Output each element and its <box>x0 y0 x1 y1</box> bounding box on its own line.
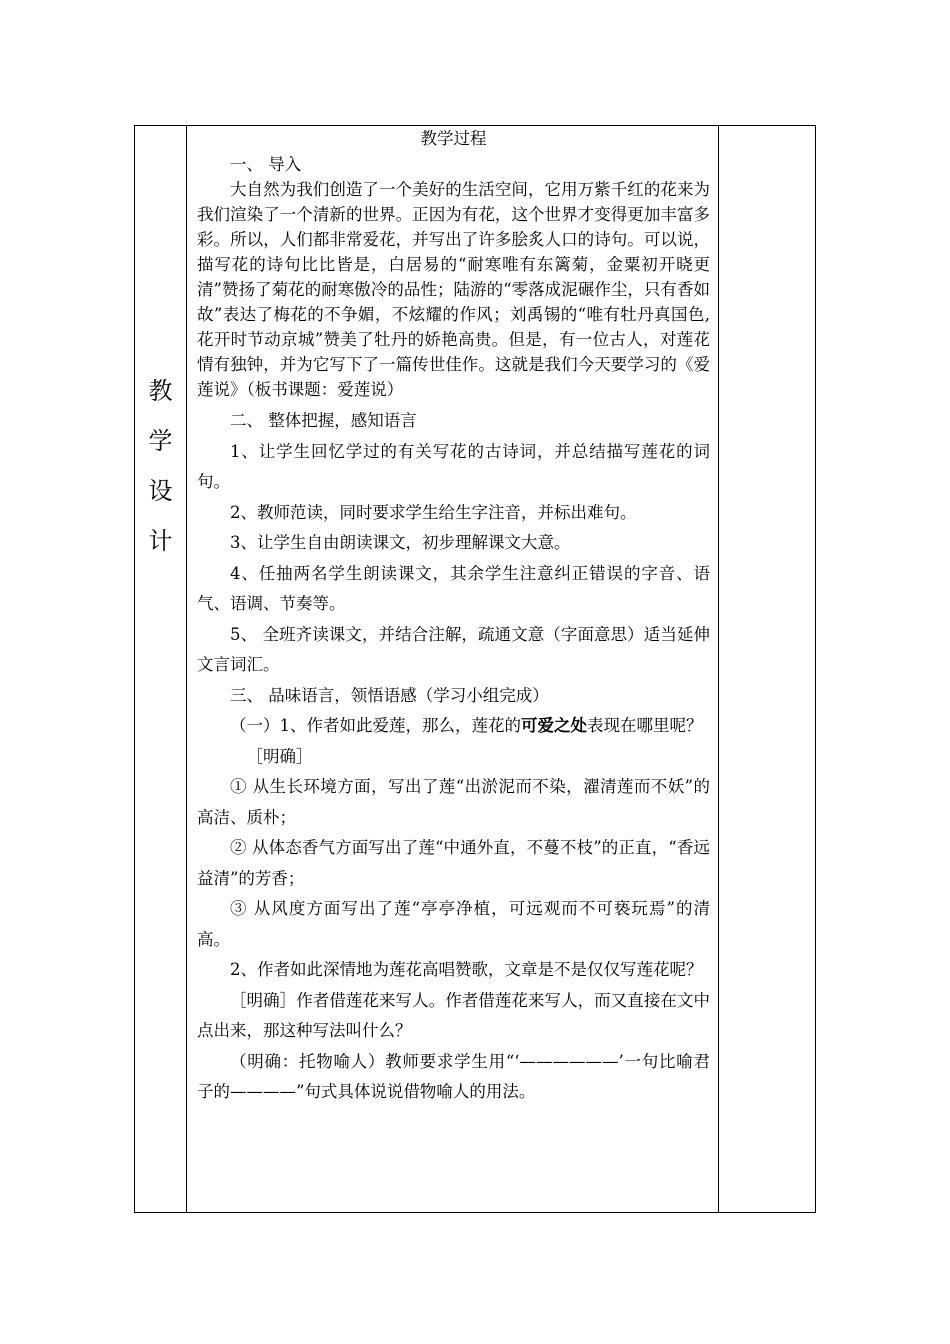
side-label-char: 计 <box>148 527 173 555</box>
section-2-item: 5、 全班齐读课文，并结合注解，疏通文意（字面意思）适当延伸文言词汇。 <box>197 624 710 674</box>
question-1-text-a: （一）1、作者如此爱莲，那么，莲花的 <box>230 716 521 735</box>
answer-point: ① 从生长环境方面，写出了莲“出淤泥而不染，濯清莲而不妖”的高洁、质朴； <box>197 777 710 827</box>
section-1-title: 一、 导入 <box>230 155 302 174</box>
answer-label: ［明确］ <box>246 746 313 766</box>
answer-2: ［明确］作者借莲花来写人。作者借莲花来写人，而又直接在文中点出来，那这种写法叫什么？ <box>197 990 710 1040</box>
question-1-emphasis: 可爱之处 <box>521 716 587 735</box>
section-3-title: 三、 品味语言，领悟语感（学习小组完成） <box>230 685 549 705</box>
teaching-process-content <box>187 126 718 1108</box>
question-1 <box>197 711 710 742</box>
column-divider-right <box>718 126 719 1212</box>
side-label-char: 学 <box>148 427 173 455</box>
side-label-char: 设 <box>148 477 173 505</box>
side-label-column <box>135 366 186 566</box>
section-1-body: 大自然为我们创造了一个美好的生活空间，它用万紫千红的花来为我们渲染了一个清新的世界。正因为有花，这个世界才变得更加丰富多彩。所以，人们都非常爱花，并写出了许多脍炙人口的诗句。可以说，描写花的诗句比比皆是，白居易的“耐寒唯有东篱菊，金粟初开晓更清”赞扬了菊花的耐寒傲冷的品性；陆游的“零落成泥碾作尘，只有香如故”表达了梅花的不争媚，不炫耀的作风；刘禹锡的“唯有牡丹真国色,花开时节动京城”赞美了牡丹的娇艳高贵。但是，有一位古人，对莲花情有独钟，并为它写下了一篇传世佳作。这就是我们今天要学习的《爱莲说》（板书课题：爱莲说） <box>197 180 710 399</box>
section-2-item: 1、让学生回忆学过的有关写花的古诗词，并总结描写莲花的词句。 <box>197 441 710 491</box>
section-2-item: 3、让学生自由朗读课文，初步理解课文大意。 <box>230 533 571 552</box>
section-2-item: 2、教师范读，同时要求学生给生字注音，并标出难句。 <box>230 502 637 522</box>
section-2-item: 4、任抽两名学生朗读课文，其余学生注意纠正错误的字音、语气、语调、节奏等。 <box>197 563 710 613</box>
side-label-char: 教 <box>148 377 173 405</box>
answer-point: ② 从体态香气方面写出了莲“中通外直，不蔓不枝”的正直，“香远益清”的芳香； <box>197 838 710 888</box>
answer-3: （明确：托物喻人）教师要求学生用“‘——————’一句比喻君子的————”句式具体说说借物喻人的用法。 <box>197 1051 710 1101</box>
lesson-table <box>134 125 816 1213</box>
answer-point: ③ 从风度方面写出了莲“亭亭净植，可远观而不可亵玩焉”的清高。 <box>197 899 710 949</box>
section-heading: 教学过程 <box>420 129 487 148</box>
question-1-text-b: 表现在哪里呢？ <box>587 716 703 735</box>
question-2: 2、作者如此深情地为莲花高唱赞歌，文章是不是仅仅写莲花呢？ <box>230 960 703 979</box>
section-2-title: 二、 整体把握，感知语言 <box>230 411 417 430</box>
